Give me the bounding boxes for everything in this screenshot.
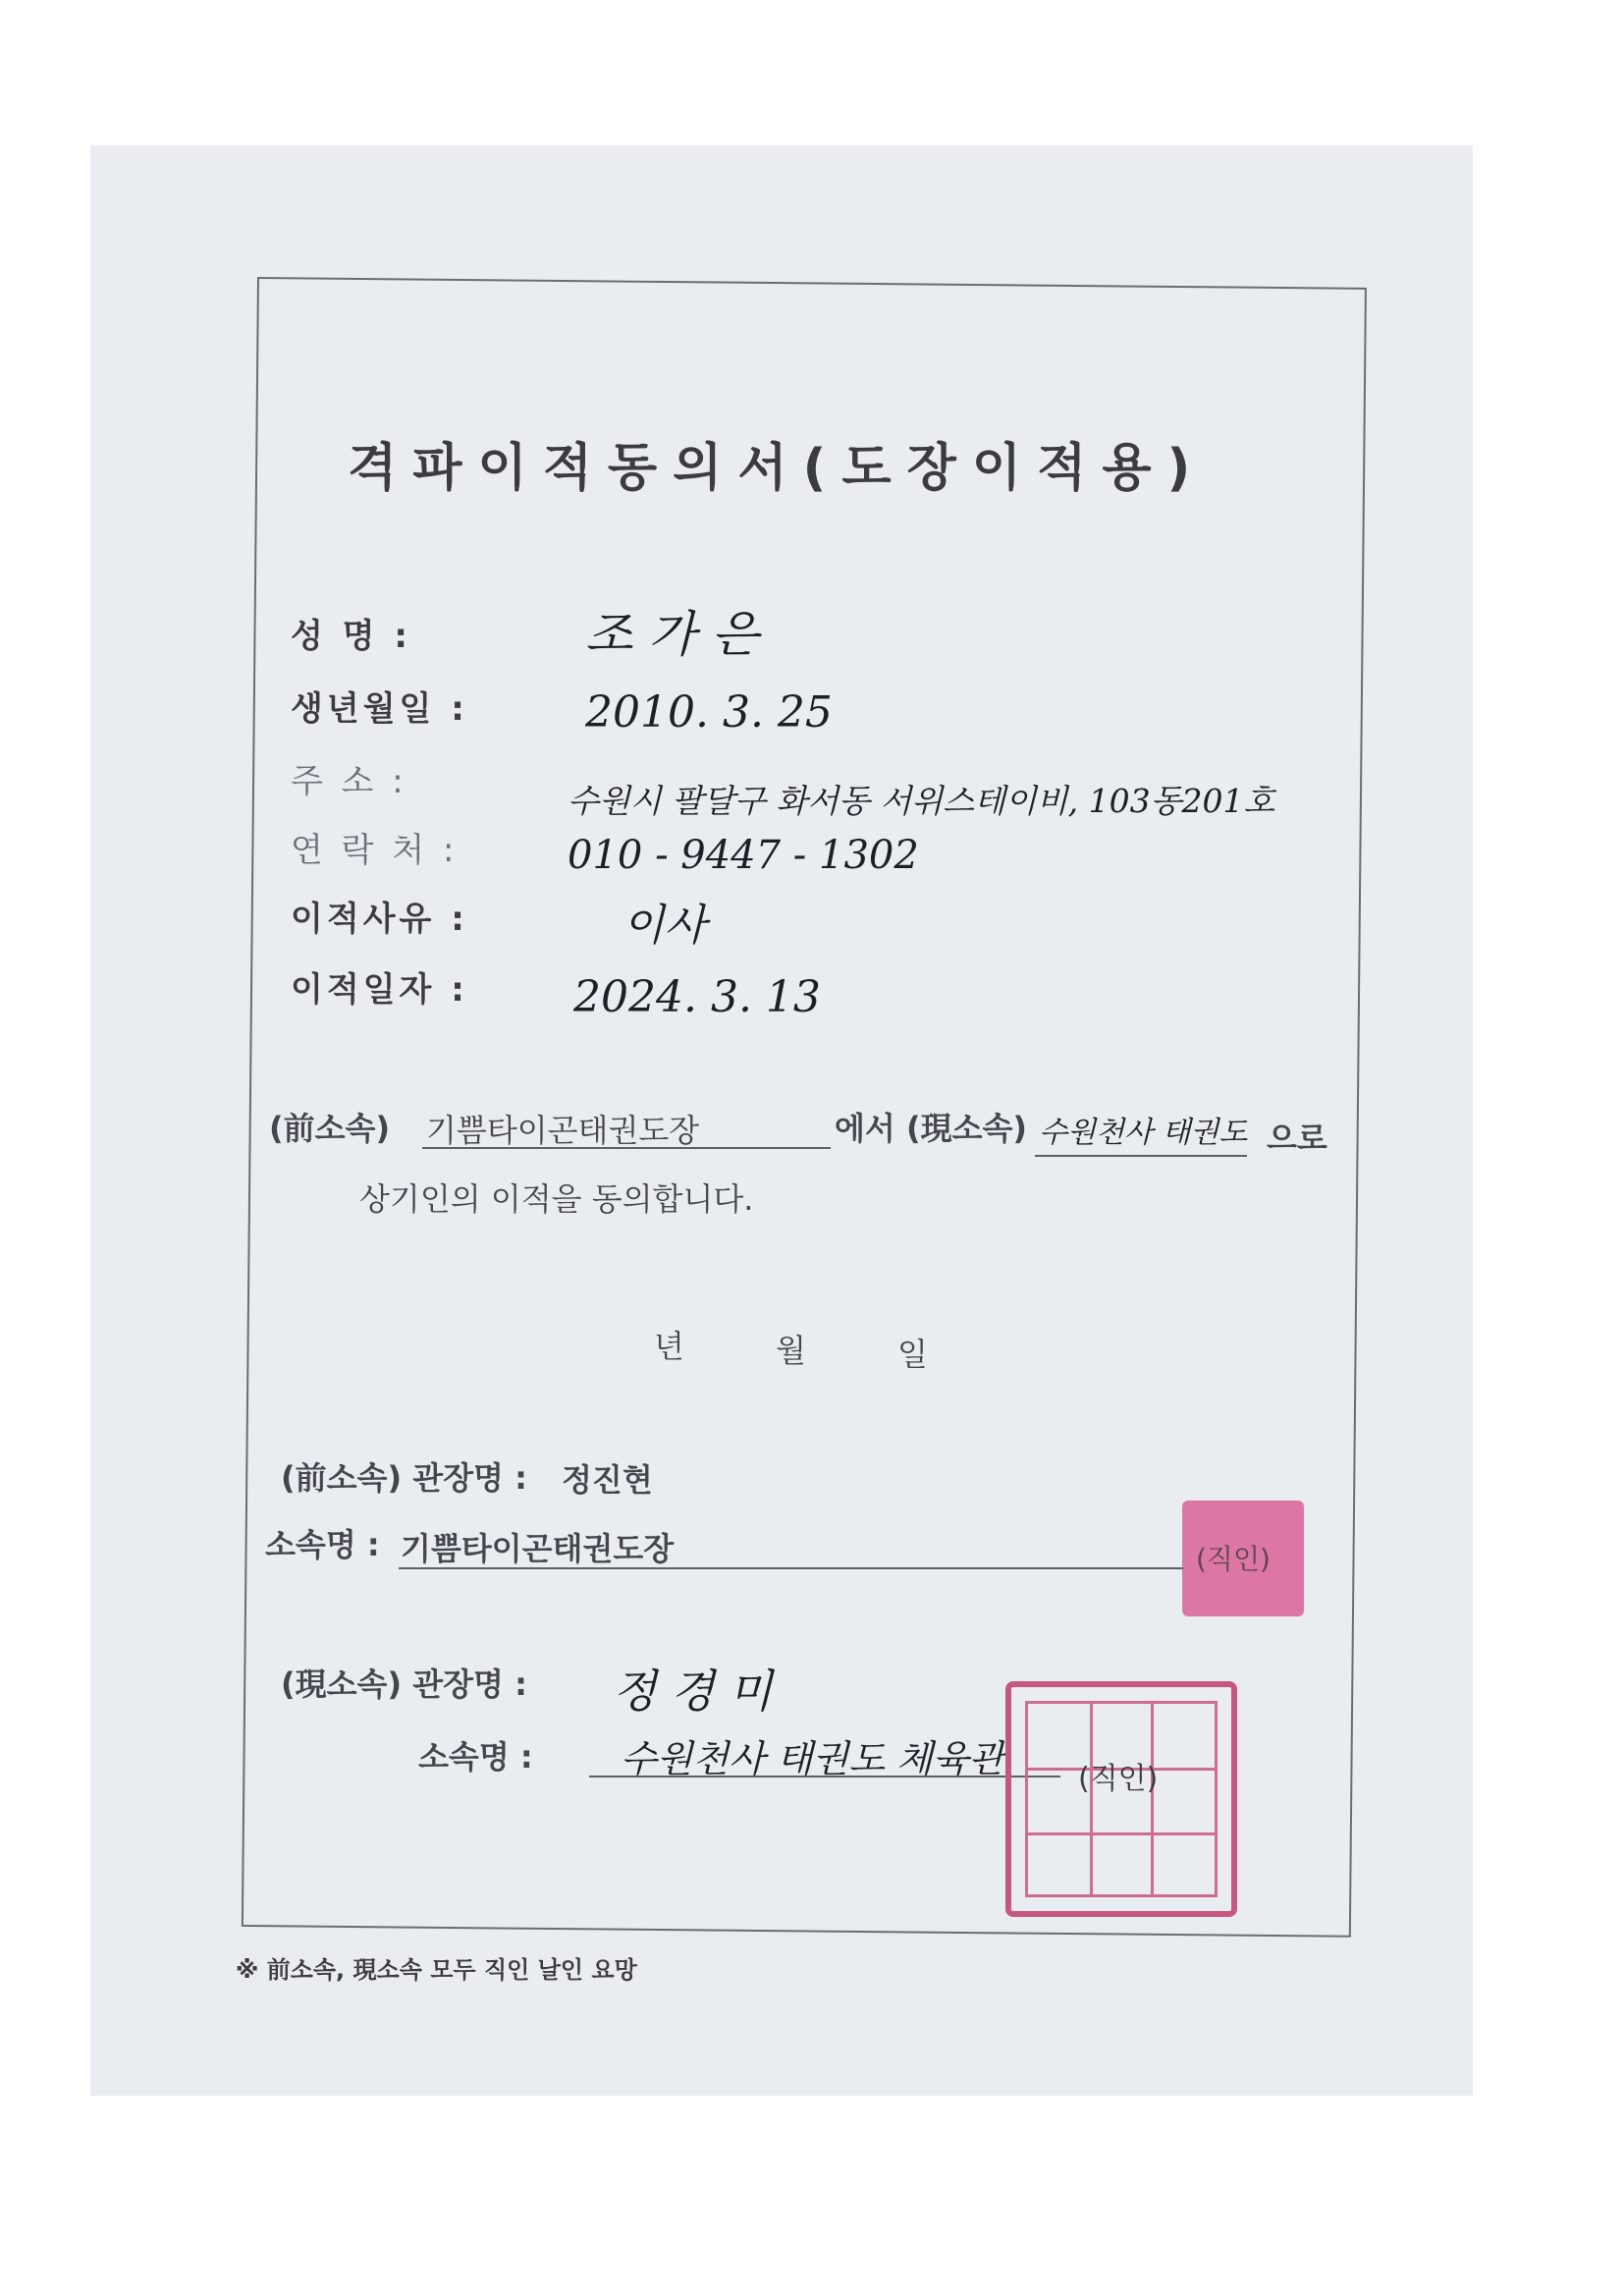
contact-value: 010 - 9447 - 1302 — [568, 833, 919, 878]
reason-label: 이적사유 : — [291, 900, 468, 939]
transfer-date-label: 이적일자 : — [291, 970, 468, 1010]
prev-org-label: 소속명 : — [265, 1526, 380, 1563]
prev-seal-label: (직인) — [1196, 1543, 1271, 1575]
new-org-label: 소속명 : — [418, 1738, 533, 1776]
address-value: 수원시 팔달구 화서동 서위스테이비, 103동201호 — [568, 782, 1275, 820]
new-seal-stamp — [1005, 1681, 1237, 1917]
address-label: 주 소 : — [291, 762, 407, 801]
prev-org-value: 기쁨타이곤태권도장 — [401, 1530, 675, 1567]
seal-grid — [1025, 1701, 1218, 1897]
birth-label: 생년월일 : — [291, 689, 468, 729]
contact-label: 연 락 처 : — [291, 831, 459, 870]
document-title: 격파이적동의서(도장이적용) — [348, 439, 1207, 498]
prev-org-underline — [399, 1567, 1184, 1569]
new-affiliation-underline — [1035, 1155, 1247, 1157]
new-org-value: 수원천사 태권도 체육관 — [621, 1737, 1005, 1780]
name-label: 성 명 : — [291, 617, 411, 656]
footnote: ※ 前소속, 現소속 모두 직인 날인 요망 — [236, 1956, 637, 1984]
date-month-label: 월 — [776, 1332, 806, 1369]
seal-line — [1025, 1832, 1218, 1835]
prev-head-value: 정진현 — [562, 1461, 653, 1499]
name-value: 조 가 은 — [585, 606, 759, 663]
new-seal-label: (직인) — [1078, 1762, 1159, 1796]
consent-text: 상기인의 이적을 동의합니다. — [359, 1180, 754, 1218]
date-year-label: 년 — [654, 1328, 684, 1365]
prev-seal-stamp — [1182, 1501, 1304, 1616]
prev-affiliation-underline — [422, 1147, 831, 1149]
transfer-suffix: 으로 — [1267, 1120, 1327, 1157]
prev-affiliation-value: 기쁨타이곤태권도장 — [426, 1112, 700, 1149]
new-affiliation-value: 수원천사 태권도 — [1039, 1116, 1248, 1150]
birth-value: 2010. 3. 25 — [585, 687, 833, 738]
new-head-value: 정 경 미 — [613, 1665, 773, 1718]
date-day-label: 일 — [897, 1336, 928, 1373]
new-head-label: (現소속) 관장명 : — [281, 1666, 527, 1703]
new-org-underline — [589, 1776, 1060, 1777]
transfer-middle-text: 에서 (現소속) — [835, 1110, 1028, 1147]
transfer-date-value: 2024. 3. 13 — [573, 972, 821, 1022]
prev-affiliation-prefix: (前소속) — [269, 1110, 391, 1147]
reason-value: 이사 — [623, 901, 707, 951]
prev-head-label: (前소속) 관장명 : — [281, 1459, 527, 1497]
